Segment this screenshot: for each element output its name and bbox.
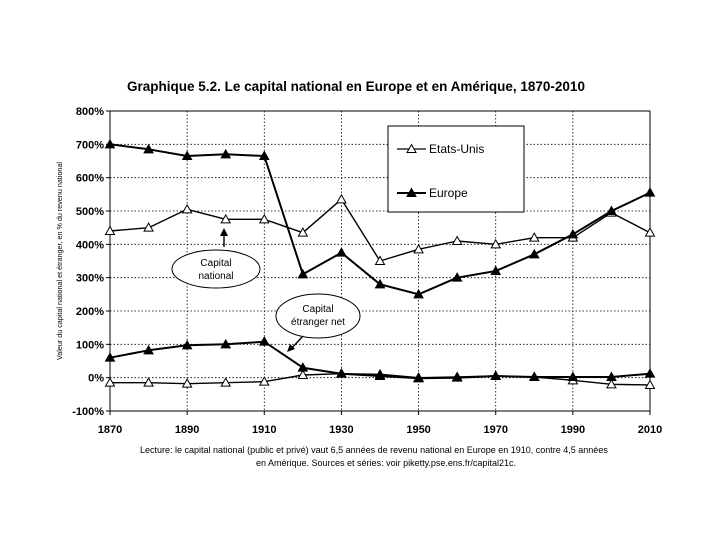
x-tick-label: 1950 <box>406 424 431 436</box>
x-tick-label: 1890 <box>174 424 200 436</box>
data-point-etats-unis-national <box>646 228 655 236</box>
y-tick-label: 400% <box>75 239 104 252</box>
x-tick-labels <box>98 411 662 436</box>
annotation-line-1: Capital <box>302 304 334 315</box>
data-point-europe-national <box>568 230 577 238</box>
x-tick-label: 1910 <box>252 424 277 436</box>
data-point-etats-unis-national <box>183 205 192 213</box>
legend <box>388 126 524 212</box>
data-point-europe-national <box>298 270 307 278</box>
chart-title: Graphique 5.2. Le capital national en Europe et en Amérique, 1870-2010 <box>127 79 585 94</box>
series-line-etats-unis-national <box>110 199 650 261</box>
x-tick-label: 2010 <box>637 424 663 436</box>
x-tick-label: 1870 <box>97 424 123 436</box>
y-tick-label: 100% <box>75 339 104 352</box>
series-europe-foreign <box>106 337 655 382</box>
data-point-europe-national <box>530 250 539 258</box>
data-point-etats-unis-national <box>337 195 346 203</box>
y-tick-label: 200% <box>75 306 104 318</box>
annotation-line-2: national <box>198 271 234 282</box>
footnote-line-1: Lecture: le capital national (public et privé) vaut 6,5 années de revenu national en Europe en 1910, contre 4,5 années <box>140 445 608 455</box>
data-point-europe-national <box>646 188 655 196</box>
x-tick-label: 1930 <box>329 424 354 436</box>
y-tick-label: 600% <box>75 172 104 185</box>
annotation-line-2: étranger net <box>291 317 345 328</box>
y-tick-label: 500% <box>75 206 104 218</box>
x-tick-label: 1970 <box>483 424 508 436</box>
y-tick-labels <box>72 106 110 418</box>
annotation-capital-etranger-net <box>276 294 360 352</box>
data-point-europe-national <box>337 248 346 256</box>
annotation-bubble <box>276 294 360 338</box>
y-axis-label: Valeur du capital national et étranger, en % du revenu national <box>55 161 64 361</box>
y-tick-label: 800% <box>75 106 104 118</box>
y-tick-label: -100% <box>72 406 104 418</box>
annotation-capital-national <box>172 228 260 288</box>
annotation-bubble <box>172 250 260 288</box>
annotation-arrowhead <box>220 228 228 236</box>
data-point-etats-unis-national <box>144 223 153 231</box>
y-tick-label: 700% <box>75 139 104 152</box>
legend-label-europe: Europe <box>429 186 468 200</box>
footnote-line-2: en Amérique. Sources et séries: voir piketty.pse.ens.fr/capital21c. <box>256 458 516 468</box>
annotation-line-1: Capital <box>200 258 232 269</box>
data-point-etats-unis-national <box>453 237 462 245</box>
y-tick-label: 0% <box>88 372 104 385</box>
legend-label-etats-unis: Etats-Unis <box>429 142 485 156</box>
y-tick-label: 300% <box>75 272 104 285</box>
x-tick-label: 1990 <box>560 424 586 436</box>
